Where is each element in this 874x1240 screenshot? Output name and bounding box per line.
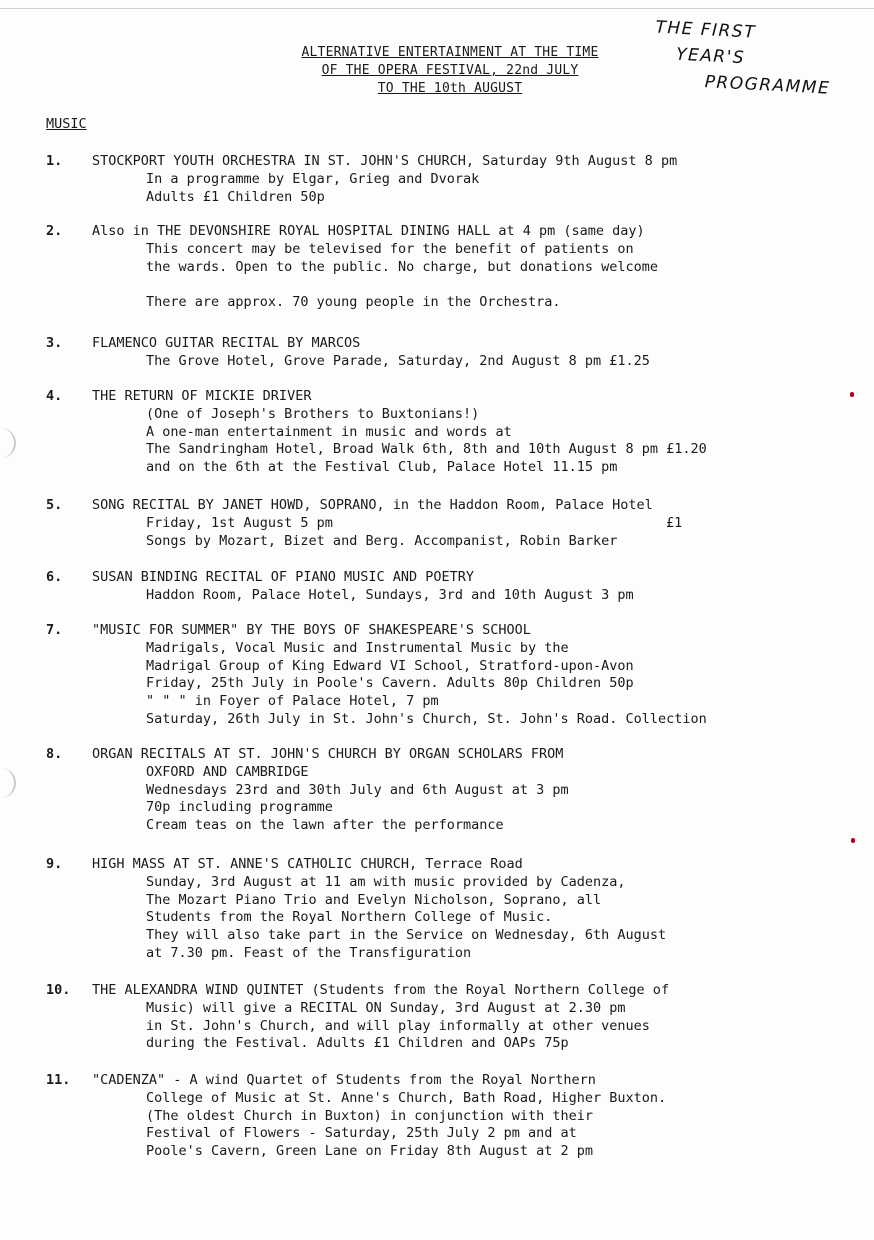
item-heading: SUSAN BINDING RECITAL OF PIANO MUSIC AND POETRY [92,569,475,585]
item-line: " " " in Foyer of Palace Hotel, 7 pm [146,693,439,710]
ink-speck [851,838,855,843]
item-details [146,406,707,477]
item-details [146,874,666,963]
item-line: 70p including programme [146,799,333,816]
item-line: Saturday, 26th July in St. John's Church, St. John's Road. Collection [146,710,707,727]
handwritten-line-1: THE FIRST [654,17,757,43]
item-number: 6. [46,569,63,585]
item-details [146,640,707,729]
title-line-2: OF THE OPERA FESTIVAL, 22nd JULY [321,63,579,78]
item-line: Madrigal Group of King Edward VI School, Stratford-upon-Avon [146,657,634,674]
handwritten-line-2: YEAR'S [675,44,746,69]
item-line: (The oldest Church in Buxton) in conjunction with their [146,1107,594,1124]
item-line: The Grove Hotel, Grove Parade, Saturday, 2nd August 8 pm £1.25 [146,352,650,369]
item-number: 5. [46,497,63,513]
item-number: 9. [46,856,63,872]
document-title [270,44,630,98]
item-line: Festival of Flowers - Saturday, 25th July 2 pm and at [146,1125,577,1142]
item-line: Cream teas on the lawn after the performance [146,817,504,834]
item-heading: ORGAN RECITALS AT ST. JOHN'S CHURCH BY ORGAN SCHOLARS FROM [92,746,564,762]
title-line-1: ALTERNATIVE ENTERTAINMENT AT THE TIME [301,45,599,60]
item-number: 2. [46,223,63,239]
section-heading-music: MUSIC [46,116,87,132]
item-number: 1. [46,153,63,169]
item-details [146,515,617,551]
item-heading: HIGH MASS AT ST. ANNE'S CATHOLIC CHURCH, Terrace Road [92,856,523,872]
item-heading: SONG RECITAL BY JANET HOWD, SOPRANO, in the Haddon Room, Palace Hotel [92,497,653,513]
item-line: Music) will give a RECITAL ON Sunday, 3rd August at 2.30 pm [146,999,626,1016]
item-line: at 7.30 pm. Feast of the Transfiguration [146,944,472,961]
item-line: Adults £1 Children 50p [146,188,325,205]
item-details [146,353,650,371]
item-line: Friday, 25th July in Poole's Cavern. Adults 80p Children 50p [146,675,634,692]
item-details [146,171,479,207]
item-line: In a programme by Elgar, Grieg and Dvorak [146,170,480,187]
item-line: (One of Joseph's Brothers to Buxtonians!) [146,405,480,422]
punch-hole-mark [0,768,16,798]
item-number: 8. [46,746,63,762]
punch-hole-mark [0,428,16,458]
item-heading: STOCKPORT YOUTH ORCHESTRA IN ST. JOHN'S CHURCH, Saturday 9th August 8 pm [92,153,678,169]
item-heading: Also in THE DEVONSHIRE ROYAL HOSPITAL DINING HALL at 4 pm (same day) [92,223,645,239]
item-line: This concert may be televised for the benefit of patients on [146,240,634,257]
item-details [146,587,634,605]
item-line: in St. John's Church, and will play informally at other venues [146,1017,650,1034]
item-line: the wards. Open to the public. No charge, but donations welcome [146,258,659,275]
item-number: 10. [46,982,71,998]
handwritten-note [648,14,872,103]
item-number: 3. [46,335,63,351]
item-line: Students from the Royal Northern College of Music. [146,909,553,926]
handwritten-line-3: PROGRAMME [704,72,831,99]
item-note: There are approx. 70 young people in the Orchestra. [146,294,561,311]
item-line: Wednesdays 23rd and 30th July and 6th August at 3 pm [146,781,569,798]
item-details [146,1000,650,1053]
item-heading: "MUSIC FOR SUMMER" BY THE BOYS OF SHAKESPEARE'S SCHOOL [92,622,531,638]
item-heading: THE ALEXANDRA WIND QUINTET (Students from the Royal Northern College of [92,982,670,998]
item-price: £1 [666,514,683,531]
item-line: Madrigals, Vocal Music and Instrumental Music by the [146,639,569,656]
item-line: They will also take part in the Service on Wednesday, 6th August [146,927,667,944]
item-details [146,241,658,312]
ink-speck [850,392,854,397]
item-line: Sunday, 3rd August at 11 am with music provided by Cadenza, [146,873,626,890]
item-line: Poole's Cavern, Green Lane on Friday 8th August at 2 pm [146,1143,594,1160]
page-edge-line [0,8,874,9]
item-number: 7. [46,622,63,638]
item-heading: "CADENZA" - A wind Quartet of Students from the Royal Northern [92,1072,596,1088]
title-line-3: TO THE 10th AUGUST [377,81,523,96]
item-line: Songs by Mozart, Bizet and Berg. Accompanist, Robin Barker [146,532,618,549]
item-heading: FLAMENCO GUITAR RECITAL BY MARCOS [92,335,361,351]
item-number: 4. [46,388,63,404]
item-line: College of Music at St. Anne's Church, Bath Road, Higher Buxton. [146,1089,667,1106]
item-line: The Sandringham Hotel, Broad Walk 6th, 8th and 10th August 8 pm £1.20 [146,441,707,458]
item-line: during the Festival. Adults £1 Children and OAPs 75p [146,1035,569,1052]
item-line: and on the 6th at the Festival Club, Palace Hotel 11.15 pm [146,459,618,476]
item-heading: THE RETURN OF MICKIE DRIVER [92,388,312,404]
item-details [146,764,569,835]
item-line: OXFORD AND CAMBRIDGE [146,763,309,780]
item-details [146,1090,666,1161]
item-line: Friday, 1st August 5 pm [146,514,333,531]
item-line: Haddon Room, Palace Hotel, Sundays, 3rd and 10th August 3 pm [146,586,634,603]
item-line: The Mozart Piano Trio and Evelyn Nicholson, Soprano, all [146,891,602,908]
item-line: A one-man entertainment in music and words at [146,423,512,440]
item-number: 11. [46,1072,71,1088]
